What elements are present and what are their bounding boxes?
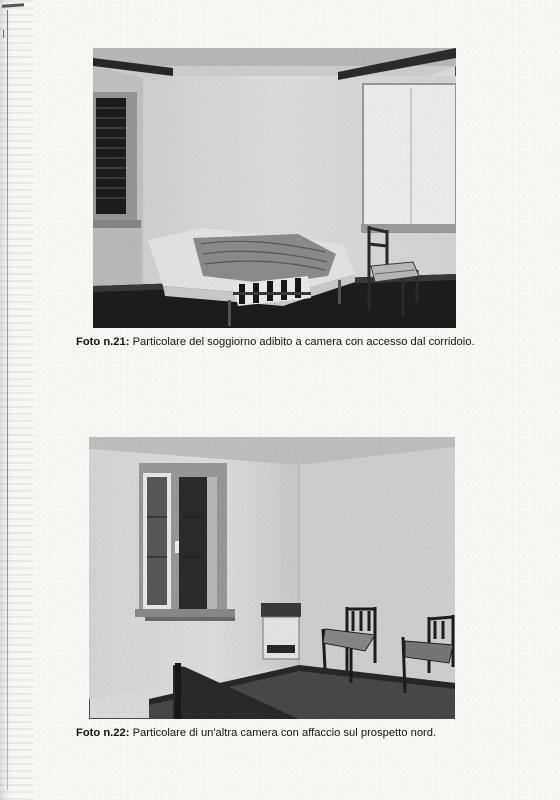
- photo-22-room: [89, 437, 455, 719]
- photo-22-caption: [76, 726, 436, 740]
- scan-binding-line: [7, 10, 8, 790]
- photo-21-caption-text: Particolare del soggiorno adibito a camera con accesso dal corridoio.: [132, 336, 475, 348]
- photo-21-label: Foto n.21:: [76, 336, 130, 348]
- photo-22-caption-text: Particolare di un'altra camera con affaccio sul prospetto nord.: [132, 727, 437, 739]
- photo-22-image: [89, 437, 455, 719]
- scan-binding-edge: [0, 0, 34, 800]
- photo-22-label: Foto n.22:: [76, 727, 130, 739]
- photo-21-caption: [76, 335, 475, 349]
- photo-21-bedroom: [93, 48, 456, 328]
- photo-21-image: [93, 48, 456, 328]
- scan-corner-mark-small: [3, 30, 9, 38]
